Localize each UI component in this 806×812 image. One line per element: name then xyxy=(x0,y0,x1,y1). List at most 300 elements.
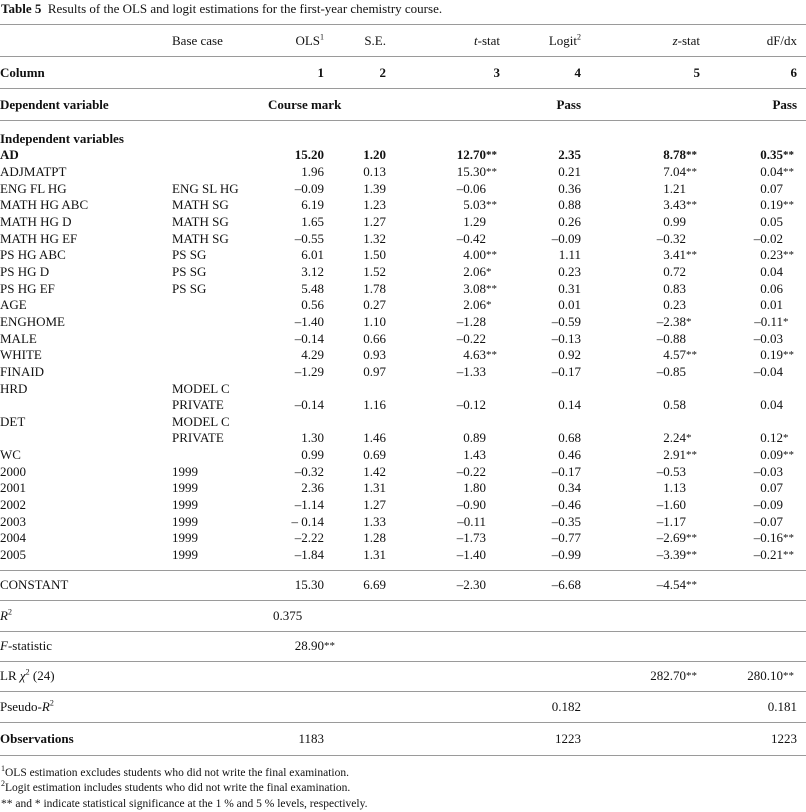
table-row xyxy=(0,547,806,571)
row-label: MATH HG EF xyxy=(0,230,78,246)
base-case: MATH SG xyxy=(172,197,229,213)
base-case xyxy=(172,347,282,364)
dfdx-value: 280.10 xyxy=(700,661,783,691)
base-case xyxy=(172,447,282,464)
ols-value: –2.22 xyxy=(294,530,324,546)
header-ols: OLS$^1$ xyxy=(282,25,324,57)
table-row xyxy=(0,147,806,164)
row-label: LR $\chi^2$ (24) xyxy=(0,661,172,691)
ols-value: 6.01 xyxy=(301,247,324,263)
base-case: PS SG xyxy=(172,247,207,263)
significance-mark xyxy=(686,330,700,347)
z-stat-value: –0.88 xyxy=(656,330,687,346)
column-number: 2 xyxy=(324,57,386,89)
significance-mark xyxy=(486,214,500,231)
significance-mark xyxy=(686,364,700,381)
dfdx-value: 0.01 xyxy=(760,297,784,313)
r-squared-row xyxy=(0,600,806,631)
logit-value: –0.13 xyxy=(551,330,582,346)
column-number: 1 xyxy=(282,57,324,89)
row-label: FINAID xyxy=(0,363,45,379)
column-number: 5 xyxy=(581,57,700,89)
table-row xyxy=(0,530,806,547)
ols-value: 3.12 xyxy=(301,263,324,279)
dfdx-value: –0.02 xyxy=(753,230,784,246)
row-label: Pseudo-$R^2$ xyxy=(0,691,172,722)
significance-mark: ** xyxy=(686,165,698,178)
dfdx-value: 0.04 xyxy=(760,163,784,179)
significance-mark xyxy=(486,530,500,547)
dfdx-value: 0.12 xyxy=(760,430,784,446)
logit-value: 0.26 xyxy=(558,213,582,229)
logit-value: 0.92 xyxy=(558,347,582,363)
logit-value: –6.68 xyxy=(500,570,581,600)
significance-mark xyxy=(783,380,797,397)
t-stat-value: 0.89 xyxy=(463,430,486,446)
dfdx-value: –0.09 xyxy=(753,497,784,513)
significance-mark: ** xyxy=(783,165,795,178)
significance-mark: ** xyxy=(686,532,698,545)
table-row xyxy=(0,247,806,264)
row-label: AD xyxy=(0,147,19,163)
ols-value: –0.14 xyxy=(294,330,324,346)
footnote: $^1$OLS estimation excludes students who did not write the final examination. xyxy=(1,763,349,779)
se-value: 1.39 xyxy=(363,180,386,196)
table-caption xyxy=(0,0,806,24)
dependent-logit: Pass xyxy=(500,89,581,121)
table-row xyxy=(0,297,806,314)
ols-value: –0.32 xyxy=(294,463,324,479)
t-stat-value: –0.22 xyxy=(456,330,486,346)
dfdx-value: 0.06 xyxy=(760,280,784,296)
significance-mark xyxy=(686,513,700,530)
se-value: 1.78 xyxy=(363,280,386,296)
header-dfdx: dF/dx xyxy=(700,25,797,57)
row-label: DET xyxy=(0,413,26,429)
se-value: 1.31 xyxy=(363,546,386,562)
significance-mark: ** xyxy=(686,570,700,600)
z-stat-value: 4.57 xyxy=(663,347,687,363)
t-stat-value: –0.42 xyxy=(456,230,486,246)
significance-mark xyxy=(486,547,500,571)
significance-mark: ** xyxy=(783,149,795,162)
row-label: PS HG EF xyxy=(0,280,55,296)
significance-mark: ** xyxy=(686,661,700,691)
table-row xyxy=(0,447,806,464)
base-case: ENG SL HG xyxy=(172,180,239,196)
significance-mark xyxy=(783,280,797,297)
significance-mark xyxy=(686,180,700,197)
significance-mark: ** xyxy=(783,349,795,362)
ols-value: 1.65 xyxy=(301,213,324,229)
ols-value: 1183 xyxy=(282,722,324,755)
z-stat-value: 2.91 xyxy=(663,447,687,463)
significance-mark xyxy=(486,314,500,331)
row-label xyxy=(0,430,172,447)
significance-mark xyxy=(486,430,500,447)
logit-value: 2.35 xyxy=(558,147,582,163)
lr-chi-square-row xyxy=(0,661,806,691)
significance-mark: ** xyxy=(686,548,698,561)
significance-mark xyxy=(783,364,797,381)
dependent-dfdx: Pass xyxy=(700,89,797,121)
ols-value: 15.30 xyxy=(282,570,324,600)
ols-value: 5.48 xyxy=(301,280,324,296)
significance-mark xyxy=(783,330,797,347)
base-case: MODEL C xyxy=(172,413,230,429)
significance-mark: ** xyxy=(486,282,497,295)
row-label: AGE xyxy=(0,297,27,313)
row-label: $R^2$ xyxy=(0,600,172,631)
logit-value: 0.182 xyxy=(500,691,581,722)
dfdx-value: –0.03 xyxy=(753,463,784,479)
t-stat-value: –0.22 xyxy=(456,463,486,479)
t-stat-value: 1.29 xyxy=(463,213,486,229)
dfdx-value: 0.19 xyxy=(760,197,784,213)
significance-mark: * xyxy=(686,432,692,445)
logit-value: –0.35 xyxy=(551,513,582,529)
ols-value: –1.84 xyxy=(294,546,324,562)
z-stat-value: –4.54 xyxy=(581,570,686,600)
dfdx-value: 0.05 xyxy=(760,213,784,229)
dfdx-value: 1223 xyxy=(700,722,797,755)
logit-value: 0.14 xyxy=(558,397,582,413)
significance-mark xyxy=(783,230,797,247)
table-row xyxy=(0,513,806,530)
logit-value: –0.77 xyxy=(551,530,582,546)
significance-mark: ** xyxy=(486,349,497,362)
ols-value: 0.56 xyxy=(301,297,324,313)
ols-value xyxy=(282,380,324,397)
base-case: MATH SG xyxy=(172,213,229,229)
significance-mark xyxy=(783,180,797,197)
significance-mark xyxy=(486,230,500,247)
z-stat-value: 3.43 xyxy=(663,197,687,213)
ols-value: –1.14 xyxy=(294,497,324,513)
row-label xyxy=(0,397,172,414)
t-stat-value xyxy=(386,414,486,431)
significance-mark: * xyxy=(486,299,492,312)
significance-mark: ** xyxy=(486,199,497,212)
table-row xyxy=(0,197,806,214)
t-stat-value: –1.73 xyxy=(456,530,486,546)
z-stat-value: 282.70 xyxy=(581,661,686,691)
t-stat-value: –0.06 xyxy=(456,180,486,196)
row-label: F-statistic xyxy=(0,631,172,661)
t-stat-value: 4.00 xyxy=(463,247,486,263)
row-label: WC xyxy=(0,447,21,463)
z-stat-value: 8.78 xyxy=(663,147,687,163)
base-case: PS SG xyxy=(172,263,207,279)
z-stat-value xyxy=(581,414,686,431)
base-case: PS SG xyxy=(172,280,207,296)
base-case xyxy=(172,164,282,181)
significance-mark: ** xyxy=(783,199,795,212)
dependent-ols: Course mark xyxy=(282,89,386,121)
se-value: 1.33 xyxy=(363,513,386,529)
significance-mark xyxy=(686,463,700,480)
dependent-label: Dependent variable xyxy=(0,89,172,121)
logit-value: 0.36 xyxy=(558,180,582,196)
header-se: S.E. xyxy=(324,25,386,57)
dfdx-value: 0.07 xyxy=(760,480,784,496)
column-number: 4 xyxy=(500,57,581,89)
significance-mark xyxy=(783,397,797,414)
z-stat-value xyxy=(581,380,686,397)
dfdx-value: –0.07 xyxy=(753,513,784,529)
significance-mark: ** xyxy=(783,249,795,262)
significance-mark xyxy=(783,463,797,480)
row-label: 2001 xyxy=(0,480,26,496)
significance-mark xyxy=(486,180,500,197)
dependent-variable-row xyxy=(0,89,806,121)
base-case: 1999 xyxy=(172,480,198,496)
ols-value: –0.09 xyxy=(294,180,324,196)
table-row xyxy=(0,397,806,414)
z-stat-value: –1.17 xyxy=(656,513,687,529)
base-case: 1999 xyxy=(172,463,198,479)
significance-mark xyxy=(486,480,500,497)
significance-mark: ** xyxy=(486,165,497,178)
z-stat-value: –2.38 xyxy=(656,313,687,329)
significance-mark: * xyxy=(783,432,789,445)
significance-mark: ** xyxy=(783,449,795,462)
significance-mark xyxy=(486,447,500,464)
t-stat-value: 2.06 xyxy=(463,297,486,313)
t-stat-value: 1.43 xyxy=(463,447,486,463)
table-title: Results of the OLS and logit estimations for the first-year chemistry course. xyxy=(47,1,443,16)
z-stat-value: 7.04 xyxy=(663,163,687,179)
table-row xyxy=(0,314,806,331)
independent-variables-heading xyxy=(0,121,806,148)
dfdx-value xyxy=(700,414,783,431)
significance-mark xyxy=(783,513,797,530)
significance-mark: ** xyxy=(324,631,386,661)
results-table xyxy=(0,24,806,764)
ols-value: 4.29 xyxy=(301,347,324,363)
significance-mark xyxy=(686,230,700,247)
significance-mark xyxy=(686,380,700,397)
se-value: 1.32 xyxy=(363,230,386,246)
row-label: ENG FL HG xyxy=(0,180,67,196)
table-row xyxy=(0,364,806,381)
t-stat-value: 5.03 xyxy=(463,197,486,213)
header-row xyxy=(0,25,806,57)
table-row xyxy=(0,480,806,497)
logit-value: 0.21 xyxy=(558,163,582,179)
ols-value: – 0.14 xyxy=(291,513,324,529)
z-stat-value: 2.24 xyxy=(663,430,687,446)
significance-mark: ** xyxy=(686,149,698,162)
significance-mark xyxy=(686,480,700,497)
se-value: 1.20 xyxy=(363,147,386,163)
logit-value: 0.46 xyxy=(558,447,582,463)
se-value: 1.31 xyxy=(363,480,386,496)
base-case xyxy=(172,314,282,331)
z-stat-value: –0.85 xyxy=(656,363,687,379)
logit-value: 0.68 xyxy=(558,430,582,446)
logit-value: –0.17 xyxy=(551,463,582,479)
column-number-row xyxy=(0,57,806,89)
base-case xyxy=(172,330,282,347)
z-stat-value: 1.21 xyxy=(663,180,687,196)
se-value: 1.46 xyxy=(363,430,386,446)
f-statistic-row xyxy=(0,631,806,661)
significance-mark: ** xyxy=(783,548,795,561)
dfdx-value: 0.09 xyxy=(760,447,784,463)
z-stat-value: 0.23 xyxy=(663,297,687,313)
z-stat-value: 0.99 xyxy=(663,213,687,229)
z-stat-value: –2.69 xyxy=(656,530,687,546)
z-stat-value: –3.39 xyxy=(656,546,687,562)
z-stat-value: 0.72 xyxy=(663,263,687,279)
ols-value: 0.99 xyxy=(301,447,324,463)
row-label: MALE xyxy=(0,330,37,346)
significance-mark xyxy=(686,397,700,414)
logit-value: 1.11 xyxy=(558,247,582,263)
logit-value: 0.34 xyxy=(558,480,582,496)
significance-mark: * xyxy=(486,265,492,278)
se-value xyxy=(324,414,386,431)
significance-mark: ** xyxy=(783,661,797,691)
row-label: 2005 xyxy=(0,546,26,562)
footnotes xyxy=(0,763,806,812)
se-value: 6.69 xyxy=(324,570,386,600)
logit-value: 0.31 xyxy=(558,280,582,296)
significance-mark xyxy=(686,214,700,231)
logit-value: 0.88 xyxy=(558,197,582,213)
significance-mark xyxy=(783,297,797,314)
table-row xyxy=(0,430,806,447)
se-value: 1.50 xyxy=(363,247,386,263)
base-case: 1999 xyxy=(172,530,198,546)
row-label: PS HG D xyxy=(0,263,50,279)
row-label: MATH HG ABC xyxy=(0,197,89,213)
row-label: MATH HG D xyxy=(0,213,72,229)
se-value: 1.16 xyxy=(363,397,386,413)
table-row xyxy=(0,280,806,297)
z-stat-value: 1.13 xyxy=(663,480,687,496)
logit-value xyxy=(500,414,581,431)
se-value: 1.27 xyxy=(363,497,386,513)
z-stat-value: –0.53 xyxy=(656,463,687,479)
row-label: 2003 xyxy=(0,513,26,529)
t-stat-value: –2.30 xyxy=(386,570,486,600)
significance-mark xyxy=(486,513,500,530)
base-case: 1999 xyxy=(172,513,198,529)
logit-value xyxy=(500,380,581,397)
ols-value: 0.375 xyxy=(282,600,386,631)
table-row xyxy=(0,330,806,347)
significance-mark xyxy=(686,414,700,431)
significance-mark: ** xyxy=(686,249,698,262)
header-z-stat: z-stat xyxy=(581,25,700,57)
significance-mark xyxy=(686,497,700,514)
significance-mark xyxy=(686,264,700,281)
se-value: 1.23 xyxy=(363,197,386,213)
ols-value xyxy=(282,414,324,431)
column-number: 6 xyxy=(700,57,797,89)
dfdx-value: –0.21 xyxy=(753,546,784,562)
header-base-case: Base case xyxy=(172,25,282,57)
significance-mark xyxy=(486,380,500,397)
row-label: WHITE xyxy=(0,347,42,363)
row-label: CONSTANT xyxy=(0,570,172,600)
table-row xyxy=(0,180,806,197)
significance-mark: ** xyxy=(486,149,497,162)
se-value: 0.13 xyxy=(363,163,386,179)
ols-value: 2.36 xyxy=(301,480,324,496)
base-case xyxy=(172,147,282,164)
base-case: MODEL C xyxy=(172,380,230,396)
logit-value: –0.59 xyxy=(551,313,582,329)
t-stat-value: –1.33 xyxy=(456,363,486,379)
significance-mark xyxy=(486,497,500,514)
t-stat-value: 1.80 xyxy=(463,480,486,496)
se-value: 1.10 xyxy=(363,313,386,329)
significance-mark: ** xyxy=(686,199,698,212)
significance-mark xyxy=(783,497,797,514)
base-case: 1999 xyxy=(172,546,198,562)
se-value: 1.27 xyxy=(363,213,386,229)
se-value: 0.27 xyxy=(363,297,386,313)
table-number: Table 5 xyxy=(1,1,42,16)
row-label: 2000 xyxy=(0,463,26,479)
base-case xyxy=(172,364,282,381)
se-value: 1.52 xyxy=(363,263,386,279)
column-number: 3 xyxy=(386,57,500,89)
row-label: Observations xyxy=(0,722,172,755)
t-stat-value: –1.28 xyxy=(456,313,486,329)
column-label: Column xyxy=(0,57,172,89)
dfdx-value: 0.181 xyxy=(700,691,797,722)
t-stat-value: –0.12 xyxy=(456,397,486,413)
ols-value: –1.29 xyxy=(294,363,324,379)
significance-mark: ** xyxy=(686,449,698,462)
t-stat-value: 3.08 xyxy=(463,280,486,296)
significance-mark xyxy=(783,264,797,281)
row-label: 2004 xyxy=(0,530,26,546)
t-stat-value xyxy=(386,380,486,397)
base-case: PRIVATE xyxy=(172,397,224,413)
ols-value: 1.30 xyxy=(301,430,324,446)
significance-mark xyxy=(783,214,797,231)
dfdx-value: –0.04 xyxy=(753,363,784,379)
table-row xyxy=(0,347,806,364)
footnote: ** and * indicate statistical significance at the 1 % and 5 % levels, respectively. xyxy=(1,797,368,810)
table-row xyxy=(0,463,806,480)
t-stat-value: –1.40 xyxy=(456,546,486,562)
z-stat-value: 0.58 xyxy=(663,397,687,413)
ols-value: –0.14 xyxy=(294,397,324,413)
significance-mark xyxy=(686,280,700,297)
dfdx-value: 0.23 xyxy=(760,247,784,263)
significance-mark xyxy=(486,463,500,480)
se-value xyxy=(324,380,386,397)
z-stat-value: 3.41 xyxy=(663,247,687,263)
significance-mark xyxy=(486,414,500,431)
significance-mark xyxy=(783,480,797,497)
significance-mark: * xyxy=(783,315,789,328)
logit-value: –0.17 xyxy=(551,363,582,379)
se-value: 0.66 xyxy=(363,330,386,346)
table-row xyxy=(0,497,806,514)
z-stat-value: –1.60 xyxy=(656,497,687,513)
significance-mark xyxy=(686,297,700,314)
t-stat-value: 12.70 xyxy=(456,147,486,163)
constant-row xyxy=(0,570,806,600)
logit-value: –0.99 xyxy=(551,546,582,562)
